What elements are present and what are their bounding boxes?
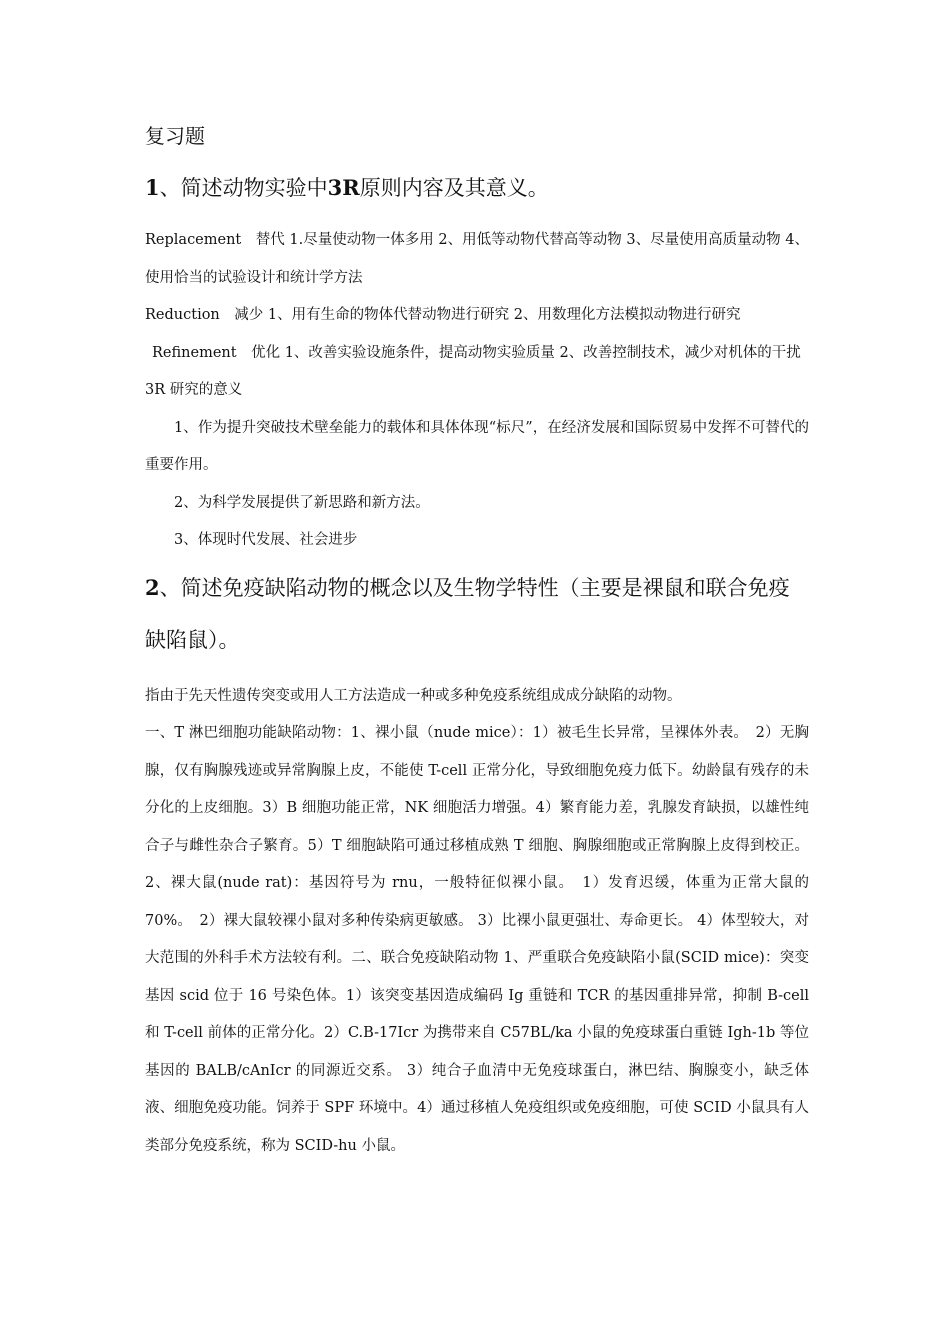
- immunodeficiency-details: 一、T 淋巴细胞功能缺陷动物：1、裸小鼠（nude mice）：1）被毛生长异常，呈裸体外表。 2）无胸腺，仅有胸腺残迹或异常胸腺上皮，不能使 T-cell 正常分化，导致细胞免疫力低下。幼龄鼠有残存的未分化的上皮细胞。3）B 细胞功能正常，NK 细胞活力增强。4）繁育能力差，乳腺发育缺损，以雄性纯合子与雌性杂合子繁育。5）T 细胞缺陷可通过移植成熟 T 细胞、胸腺细胞或正常胸腺上皮得到校正。2、裸大鼠(nude rat)：基因符号为 rnu，一般特征似裸小鼠。 1）发育迟缓，体重为正常大鼠的 70%。 2）裸大鼠较裸小鼠对多种传染病更敏感。 3）比裸小鼠更强壮、寿命更长。 4）体型较大，对大范围的外科手术方法较有利。二、联合免疫缺陷动物 1、严重联合免疫缺陷小鼠(SCID mice)：突变基因 scid 位于 16 号染色体。1）该突变基因造成编码 Ig 重链和 TCR 的基因重排异常，抑制 B-cell 和 T-cell 前体的正常分化。2）C.B-17Icr 为携带来自 C57BL/ka 小鼠的免疫球蛋白重链 Igh-1b 等位基因的 BALB/cAnIcr 的同源近交系。 3）纯合子血清中无免疫球蛋白，淋巴结、胸腺变小，缺乏体液、细胞免疫功能。饲养于 SPF 环境中。4）通过移植人免疫组织或免疫细胞，可使 SCID 小鼠具有人类部分免疫系统，称为 SCID-hu 小鼠。: [145, 725, 809, 1154]
- immunodeficiency-definition: 指由于先天性遗传突变或用人工方法造成一种或多种免疫系统组成成分缺陷的动物。: [145, 687, 682, 704]
- document-page: [145, 118, 809, 1165]
- question-1-heading: [145, 162, 809, 214]
- refinement-paragraph: Refinement 优化 1、改善实验设施条件，提高动物实验质量 2、改善控制技术，减少对机体的干扰: [152, 344, 801, 361]
- question-1-bold-term: 3R: [327, 175, 360, 200]
- question-1-text-post: 原则内容及其意义。: [359, 176, 549, 200]
- significance-item-1: 1、作为提升突破技术壁垒能力的载体和具体体现“标尺”，在经济发展和国际贸易中发挥不可替代的重要作用。: [145, 419, 809, 473]
- question-2-heading: [145, 562, 809, 666]
- significance-item-2: 2、为科学发展提供了新思路和新方法。: [174, 494, 430, 511]
- question-2-text: 、简述免疫缺陷动物的概念以及生物学特性（主要是裸鼠和联合免疫缺陷鼠）。: [145, 575, 790, 652]
- question-2-number: 2: [145, 574, 160, 600]
- replacement-paragraph: Replacement 替代 1.尽量使动物一体多用 2、用低等动物代替高等动物 3、尽量使用高质量动物 4、使用恰当的试验设计和统计学方法: [145, 232, 809, 286]
- reduction-paragraph: Reduction 减少 1、用有生命的物体代替动物进行研究 2、用数理化方法模拟动物进行研究: [145, 307, 741, 323]
- question-1-number: 1: [145, 175, 160, 200]
- page-title: 复习题: [145, 124, 205, 148]
- question-1-text-pre: 、简述动物实验中: [159, 176, 328, 200]
- significance-heading: 3R 研究的意义: [145, 382, 243, 398]
- significance-item-3: 3、体现时代发展、社会进步: [174, 532, 358, 548]
